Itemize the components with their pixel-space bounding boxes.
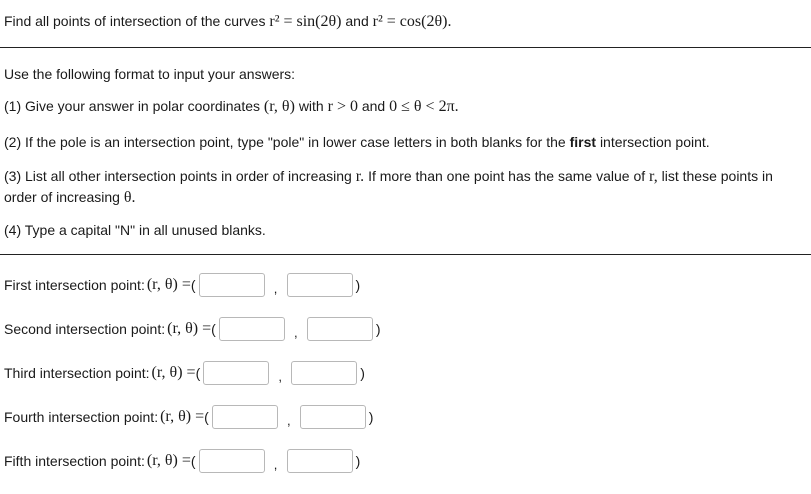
open-paren: (: [190, 453, 196, 469]
answer-label: Fifth intersection point:: [4, 453, 145, 469]
answer-row-2: [4, 315, 380, 343]
instruction-item-1: [4, 98, 459, 116]
instruction-item-3: [4, 166, 794, 208]
curve-1-equation: r² = sin(2θ): [269, 13, 342, 30]
instruction-1-cond-r: r > 0: [327, 98, 358, 115]
comma: ,: [273, 456, 278, 472]
answer-label: Second intersection point:: [4, 321, 166, 337]
r-input[interactable]: [212, 405, 278, 429]
comma: ,: [294, 324, 298, 340]
comma: ,: [286, 412, 291, 428]
instruction-1-text: (1) Give your answer in polar coordinates: [4, 98, 261, 114]
instruction-item-4: (4) Type a capital "N" in all unused blanks.: [4, 222, 266, 238]
comma: ,: [273, 280, 278, 296]
open-paren: (: [190, 277, 196, 293]
close-paren: ): [360, 365, 365, 381]
answer-label: Fourth intersection point:: [4, 409, 159, 425]
answer-math: (r, θ) =: [146, 276, 191, 293]
answer-math: (r, θ) =: [167, 320, 212, 337]
close-paren: ): [355, 277, 361, 293]
close-paren: ): [375, 321, 381, 337]
r-input[interactable]: [199, 273, 265, 297]
question-text: [4, 13, 451, 31]
theta-input[interactable]: [287, 449, 353, 473]
instruction-3-text-a: (3) List all other intersection points in order of increasing: [4, 168, 352, 184]
theta-input[interactable]: [291, 361, 357, 385]
theta-input[interactable]: [287, 273, 353, 297]
instruction-2-text: (2) If the pole is an intersection point, type "pole" in lower case letters in both blanks for the: [4, 134, 566, 150]
instruction-1-and: and: [361, 98, 386, 114]
instruction-1-cond-theta: 0 ≤ θ < 2π.: [389, 98, 459, 115]
comma: ,: [278, 368, 283, 384]
curve-2-equation: r² = cos(2θ).: [372, 13, 452, 30]
instruction-3-r: r.: [355, 168, 365, 185]
answer-row-5: [4, 447, 360, 475]
answer-row-4: [4, 403, 373, 431]
close-paren: ): [368, 409, 374, 425]
instruction-1-with: with: [298, 98, 324, 114]
answer-label: Third intersection point:: [4, 365, 150, 381]
r-input[interactable]: [203, 361, 269, 385]
divider-top: [0, 47, 811, 48]
answer-label: First intersection point:: [4, 277, 145, 293]
open-paren: (: [204, 409, 209, 425]
instruction-3-r2: r,: [649, 168, 658, 185]
open-paren: (: [211, 321, 216, 337]
instruction-3-theta: θ.: [123, 189, 136, 206]
r-input[interactable]: [199, 449, 265, 473]
question-prefix: Find all points of intersection of the curves: [4, 13, 266, 29]
r-input[interactable]: [219, 317, 285, 341]
instruction-3-text-b: If more than one point has the same value of: [368, 168, 646, 184]
instruction-2-bold: first: [569, 134, 597, 150]
close-paren: ): [355, 453, 361, 469]
theta-input[interactable]: [307, 317, 373, 341]
answer-math: (r, θ) =: [151, 364, 196, 381]
instruction-2-post: intersection point.: [599, 134, 710, 150]
instruction-item-2: [4, 134, 710, 150]
question-and: and: [345, 13, 369, 29]
answer-math: (r, θ) =: [160, 408, 205, 425]
answer-math: (r, θ) =: [146, 452, 191, 469]
divider-bottom: [0, 254, 811, 255]
theta-input[interactable]: [300, 405, 366, 429]
answer-row-3: [4, 359, 365, 387]
open-paren: (: [195, 365, 201, 381]
instructions-heading: Use the following format to input your answers:: [4, 66, 296, 82]
instruction-1-coord: (r, θ): [263, 98, 295, 115]
answer-row-1: [4, 271, 360, 299]
instruction-3-text-c: list these points in order of increasing: [4, 168, 773, 205]
